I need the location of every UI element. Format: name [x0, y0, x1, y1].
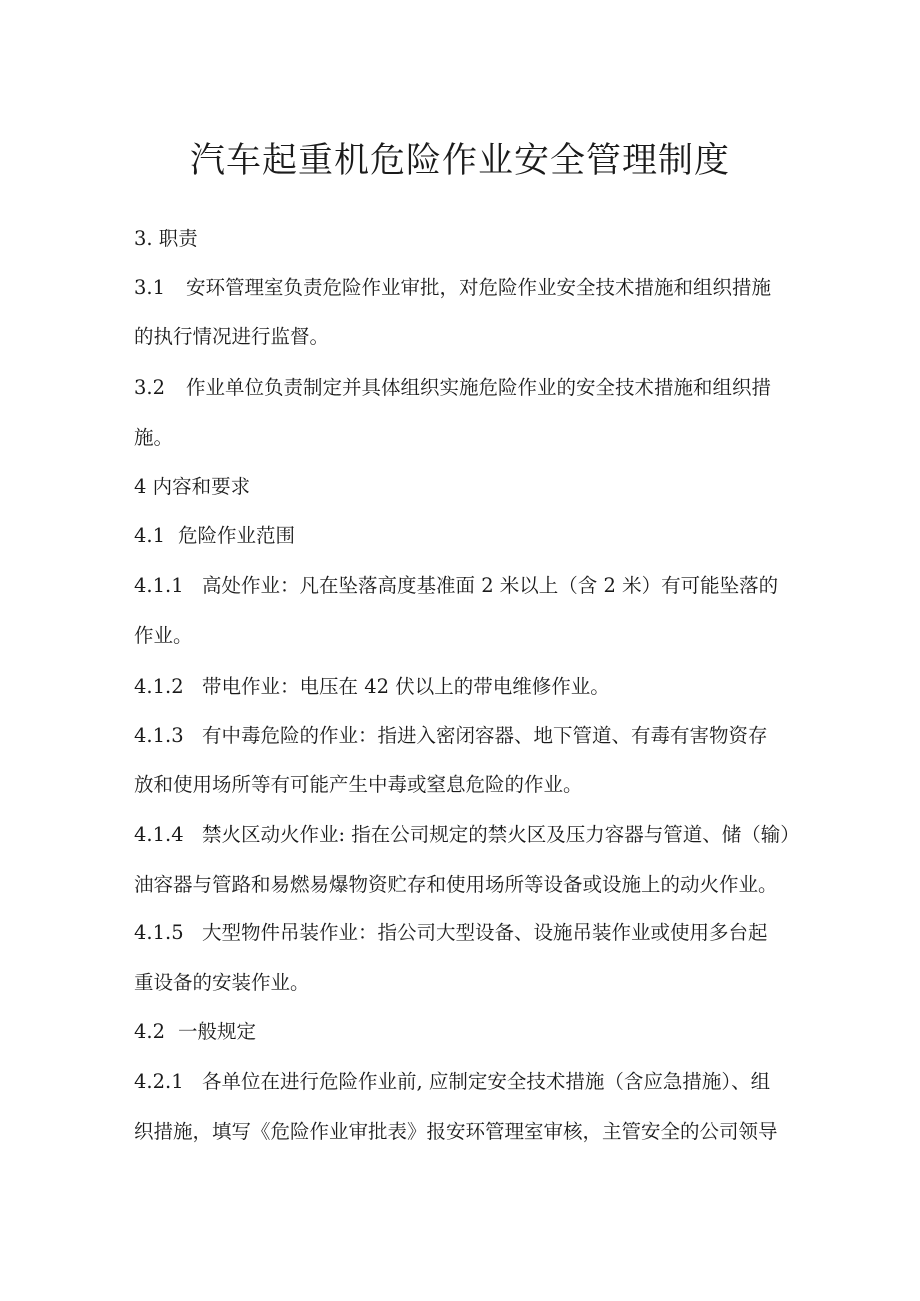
line-text: 作业。: [134, 624, 193, 647]
line-text: 4 内容和要求: [134, 475, 251, 498]
text-line: [134, 771, 583, 799]
line-text: 重设备的安装作业。: [134, 971, 310, 994]
line-text: 有中毒危险的作业：指进入密闭容器、地下管道、有毒有害物资存: [202, 724, 768, 747]
line-text: 作业单位负责制定并具体组织实施危险作业的安全技术措施和组织措: [186, 376, 772, 399]
clause-number: 4.1: [134, 524, 166, 547]
line-text: 带电作业：电压在 42 伏以上的带电维修作业。: [202, 675, 610, 698]
line-text: 禁火区动火作业: 指在公司规定的禁火区及压力容器与管道、储（输）: [202, 823, 800, 846]
clause-number: 4.2.1: [134, 1070, 184, 1093]
line-text: 安环管理室负责危险作业审批，对危险作业安全技术措施和组织措施: [186, 276, 772, 299]
clause-number: 4.1.4: [134, 823, 184, 846]
text-line: [134, 225, 198, 253]
text-line: [134, 374, 771, 402]
line-text: 的执行情况进行监督。: [134, 325, 330, 348]
clause-number: 4.1.2: [134, 675, 184, 698]
text-line: [134, 821, 800, 849]
text-line: [134, 871, 778, 899]
text-line: [134, 622, 193, 650]
text-line: [134, 424, 173, 452]
line-text: 一般规定: [178, 1020, 257, 1043]
text-line: [134, 722, 768, 750]
line-text: 高处作业：凡在坠落高度基准面 2 米以上（含 2 米）有可能坠落的: [202, 574, 779, 597]
text-line: [134, 323, 329, 351]
line-text: 油容器与管路和易燃易爆物资贮存和使用场所等设备或设施上的动火作业。: [134, 873, 778, 896]
text-line: [134, 572, 778, 600]
line-text: 施。: [134, 426, 174, 449]
text-line: [134, 522, 295, 550]
line-text: 3. 职责: [134, 227, 198, 250]
text-line: [134, 673, 610, 701]
text-line: [134, 274, 771, 302]
line-text: 各单位在进行危险作业前, 应制定安全技术措施（含应急措施）、组: [202, 1070, 771, 1093]
line-text: 放和使用场所等有可能产生中毒或窒息危险的作业。: [134, 773, 583, 796]
clause-number: 4.2: [134, 1020, 166, 1043]
line-text: 大型物件吊装作业：指公司大型设备、设施吊装作业或使用多台起: [202, 921, 768, 944]
section-heading: [134, 473, 250, 501]
line-text: 危险作业范围: [178, 524, 296, 547]
text-line: [134, 1018, 256, 1046]
text-line: [134, 1118, 778, 1146]
clause-number: 4.1.5: [134, 921, 184, 944]
text-line: [134, 919, 768, 947]
clause-number: 4.1.3: [134, 724, 184, 747]
line-text: 织措施，填写《危险作业审批表》报安环管理室审核，主管安全的公司领导: [134, 1120, 778, 1143]
clause-number: 3.1: [134, 276, 166, 299]
text-line: [134, 1068, 770, 1096]
clause-number: 3.2: [134, 376, 166, 399]
document-title: 汽车起重机危险作业安全管理制度: [189, 141, 730, 181]
clause-number: 4.1.1: [134, 574, 184, 597]
text-line: [134, 969, 310, 997]
